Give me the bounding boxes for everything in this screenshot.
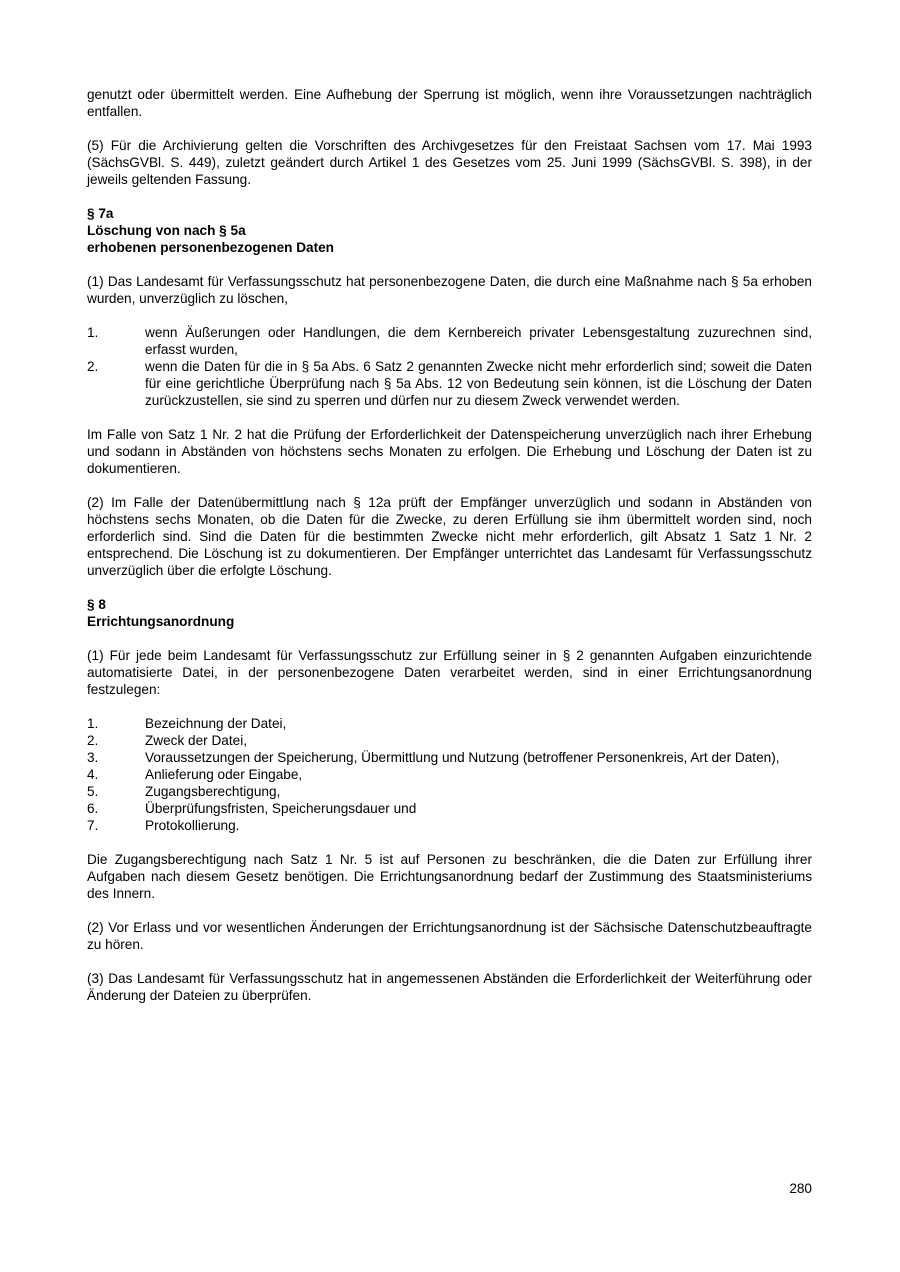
list-item-text: Bezeichnung der Datei, [145,716,287,731]
section-8-paragraph-3: (2) Vor Erlass und vor wesentlichen Änderungen der Errichtungsanordnung ist der Sächsische Datenschutzbeauftragte zu hören. [87,920,812,952]
list-item [87,766,812,783]
section-8-paragraph-4: (3) Das Landesamt für Verfassungsschutz hat in angemessenen Abständen die Erforderlichkeit der Weiterführung oder Änderung der Dateien zu überprüfen. [87,971,812,1003]
section-7a-paragraph-3: (2) Im Falle der Datenübermittlung nach § 12a prüft der Empfänger unverzüglich und sodann in Abständen von höchstens sechs Monaten, ob die Daten für die Zwecke, zu deren Erfüllung sie ihm übermittelt worden sind, noch erforderlich sind. Sind die Daten für die bestimmten Zwecke nicht mehr erforderlich, gilt Absatz 1 Satz 1 Nr. 2 entsprechend. Die Löschung ist zu dokumentieren. Der Empfänger unterrichtet das Landesamt für Verfassungsschutz unverzüglich über die erfolgte Löschung. [87,495,812,578]
list-item-number: 4. [87,767,99,782]
section-7a-paragraph-1: (1) Das Landesamt für Verfassungsschutz hat personenbezogene Daten, die durch eine Maßnahme nach § 5a erhoben wurden, unverzüglich zu löschen, [87,274,812,306]
list-item-number: 6. [87,801,99,816]
section-8-paragraph-2: Die Zugangsberechtigung nach Satz 1 Nr. 5 ist auf Personen zu beschränken, die die Daten zur Erfüllung ihrer Aufgaben nach diesem Gesetz benötigen. Die Errichtungsanordnung bedarf der Zustimmung des Staatsministeriums des Innern. [87,852,812,901]
list-item-text: Anlieferung oder Eingabe, [145,767,303,782]
section-7a-number: § 7a [87,206,114,221]
list-item [87,800,812,817]
list-item [87,749,812,766]
list-item [87,715,812,732]
list-item-text: Protokollierung. [145,818,240,833]
list-item [87,358,812,409]
list-item-number: 5. [87,784,99,799]
list-item-text: Überprüfungsfristen, Speicherungsdauer und [145,801,417,816]
document-page [87,86,812,1021]
list-item-number: 2. [87,359,99,374]
page-number: 280 [789,1181,812,1196]
list-item-text: wenn die Daten für die in § 5a Abs. 6 Satz 2 genannten Zwecke nicht mehr erforderlich sind; soweit die Daten für eine gerichtliche Überprüfung nach § 5a Abs. 12 von Bedeutung sein können, ist die Löschung der Daten zurückzustellen, sie sind zu sperren und dürfen nur zu diesem Zweck verwendet werden. [145,359,812,408]
list-item-number: 2. [87,733,99,748]
section-7a-paragraph-2: Im Falle von Satz 1 Nr. 2 hat die Prüfung der Erforderlichkeit der Datenspeicherung unverzüglich nach ihrer Erhebung und sodann in Abständen von höchstens sechs Monaten zu erfolgen. Die Erhebung und Löschung der Daten ist zu dokumentieren. [87,427,812,476]
paragraph-archive-5: (5) Für die Archivierung gelten die Vorschriften des Archivgesetzes für den Freistaat Sachsen vom 17. Mai 1993 (SächsGVBl. S. 449), zuletzt geändert durch Artikel 1 des Gesetzes vom 25. Juni 1999 (SächsGVBl. S. 398), in der jeweils geltenden Fassung. [87,138,812,187]
section-8-heading [87,596,812,630]
section-8-list [87,715,812,834]
section-7a-heading [87,205,812,256]
section-8-number: § 8 [87,597,106,612]
list-item [87,732,812,749]
list-item [87,324,812,358]
list-item [87,783,812,800]
list-item-text: wenn Äußerungen oder Handlungen, die dem Kernbereich privater Lebensgestaltung zuzurechnen sind, erfasst wurden, [145,325,812,357]
list-item-text: Zugangsberechtigung, [145,784,281,799]
list-item-text: Zweck der Datei, [145,733,247,748]
section-8-paragraph-1: (1) Für jede beim Landesamt für Verfassungsschutz zur Erfüllung seiner in § 2 genannten Aufgaben einzurichtende automatisierte Datei, in der personenbezogene Daten verarbeitet werden, sind in einer Errichtungsanordnung festzulegen: [87,648,812,697]
section-7a-title-line2: erhobenen personenbezogenen Daten [87,240,334,255]
list-item-number: 7. [87,818,99,833]
section-8-title: Errichtungsanordnung [87,614,235,629]
paragraph-continuation: genutzt oder übermittelt werden. Eine Aufhebung der Sperrung ist möglich, wenn ihre Voraussetzungen nachträglich entfallen. [87,87,812,119]
list-item-number: 3. [87,750,99,765]
list-item-number: 1. [87,716,99,731]
section-7a-list [87,324,812,409]
list-item-number: 1. [87,325,99,340]
list-item-text: Voraussetzungen der Speicherung, Übermittlung und Nutzung (betroffener Personenkreis, Art der Daten), [145,750,780,765]
list-item [87,817,812,834]
section-7a-title-line1: Löschung von nach § 5a [87,223,246,238]
